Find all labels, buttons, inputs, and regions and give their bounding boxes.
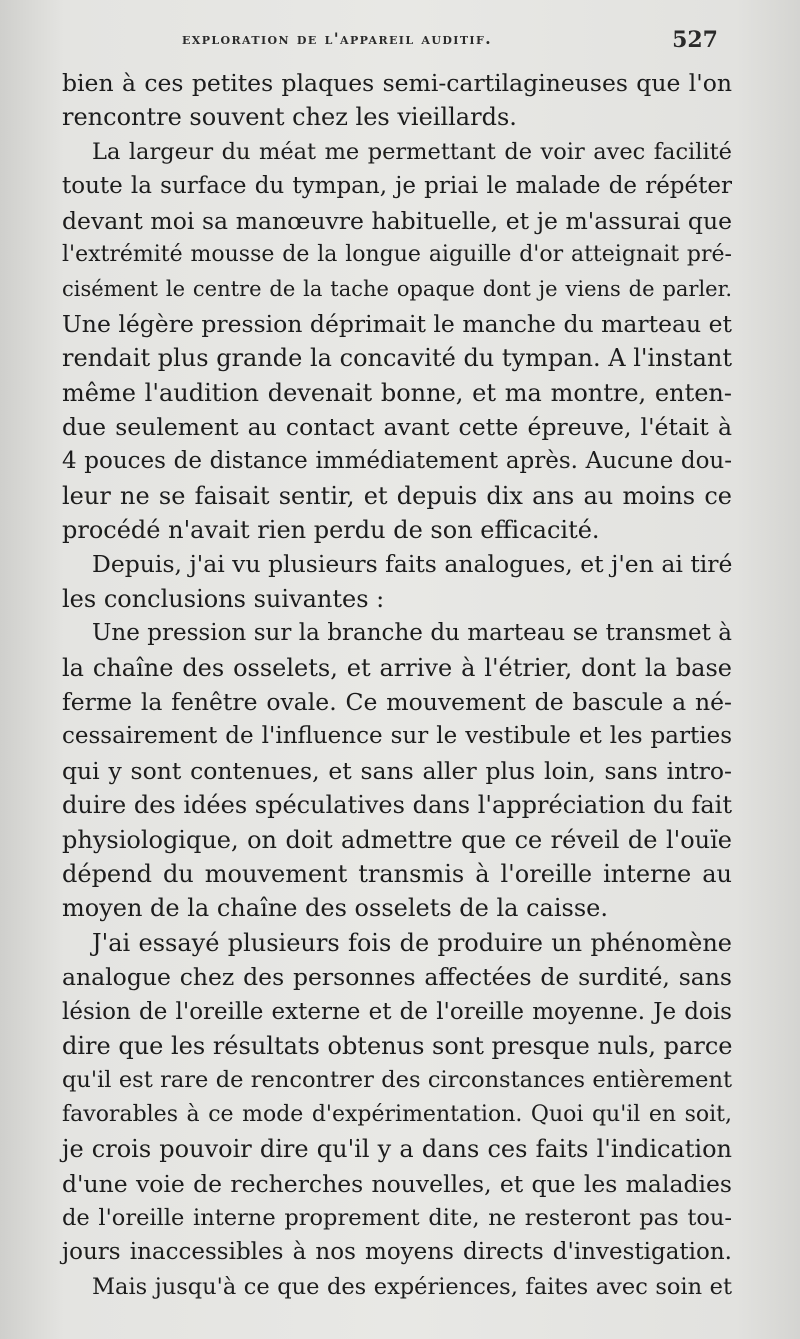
text-line: Depuis, j'ai vu plusieurs faits analogues, et j'en ai tiré (92, 550, 733, 579)
text-line: favorables à ce mode d'expérimentation. Quoi qu'il en soit, (62, 1101, 732, 1127)
text-line: physiologique, on doit admettre que ce réveil de l'ouïe (62, 825, 732, 854)
text-line: rencontre souvent chez les vieillards. (62, 103, 517, 132)
text-line: due seulement au contact avant cette épreuve, l'était à (62, 412, 732, 441)
text-line: dire que les résultats obtenus sont presque nuls, parce (62, 1031, 733, 1060)
text-line: ferme la fenêtre ovale. Ce mouvement de bascule a né- (62, 688, 732, 717)
text-line: Une légère pression déprimait le manche du marteau et (62, 309, 732, 338)
text-line: J'ai essayé plusieurs fois de produire un phénomène (92, 928, 732, 957)
text-line: d'une voie de recherches nouvelles, et que les maladies (62, 1169, 732, 1198)
text-line: moyen de la chaîne des osselets de la caisse. (62, 894, 608, 923)
text-line: procédé n'avait rien perdu de son efficacité. (62, 516, 600, 545)
text-line: Mais jusqu'à ce que des expériences, faites avec soin et (92, 1273, 732, 1300)
text-line: dépend du mouvement transmis à l'oreille interne au (62, 859, 732, 888)
page-number: 527 (672, 27, 718, 53)
text-line: bien à ces petites plaques semi-cartilagineuses que l'on (62, 69, 732, 97)
text-line: qui y sont contenues, et sans aller plus loin, sans intro- (62, 756, 732, 785)
text-line: jours inaccessibles à nos moyens directs d'investigation. (62, 1239, 732, 1266)
text-line: de l'oreille interne proprement dite, ne resteront pas tou- (62, 1204, 732, 1231)
text-line: cessairement de l'influence sur le vestibule et les parties (62, 723, 732, 750)
text-line: analogue chez des personnes affectées de surdité, sans (62, 963, 732, 992)
text-line: qu'il est rare de rencontrer des circonstances entièrement (62, 1067, 732, 1094)
text-line: même l'audition devenait bonne, et ma montre, enten- (62, 378, 732, 407)
text-line: leur ne se faisait sentir, et depuis dix ans au moins ce (62, 481, 732, 510)
text-line: rendait plus grande la concavité du tympan. A l'instant (62, 344, 732, 373)
text-line: devant moi sa manœuvre habituelle, et je m'assurai que (62, 206, 732, 235)
text-line: toute la surface du tympan, je priai le malade de répéter (62, 173, 732, 200)
body-text (62, 66, 732, 1304)
text-line: les conclusions suivantes : (62, 584, 385, 613)
running-head (60, 27, 726, 59)
running-title: exploration de l'appareil auditif. (182, 29, 493, 48)
text-line: duire des idées spéculatives dans l'appréciation du fait (62, 791, 732, 820)
text-line: je crois pouvoir dire qu'il y a dans ces faits l'indication (62, 1135, 732, 1164)
text-line: lésion de l'oreille externe et de l'oreille moyenne. Je dois (62, 998, 732, 1025)
text-line: Une pression sur la branche du marteau se transmet à (92, 620, 732, 647)
text-line: la chaîne des osselets, et arrive à l'étrier, dont la base (62, 653, 732, 682)
text-line: l'extrémité mousse de la longue aiguille d'or atteignait pré- (62, 241, 732, 267)
text-line: La largeur du méat me permettant de voir avec facilité (92, 138, 732, 165)
text-line: 4 pouces de distance immédiatement après. Aucune dou- (62, 448, 732, 475)
text-line: cisément le centre de la tache opaque dont je viens de parler. (62, 277, 732, 302)
